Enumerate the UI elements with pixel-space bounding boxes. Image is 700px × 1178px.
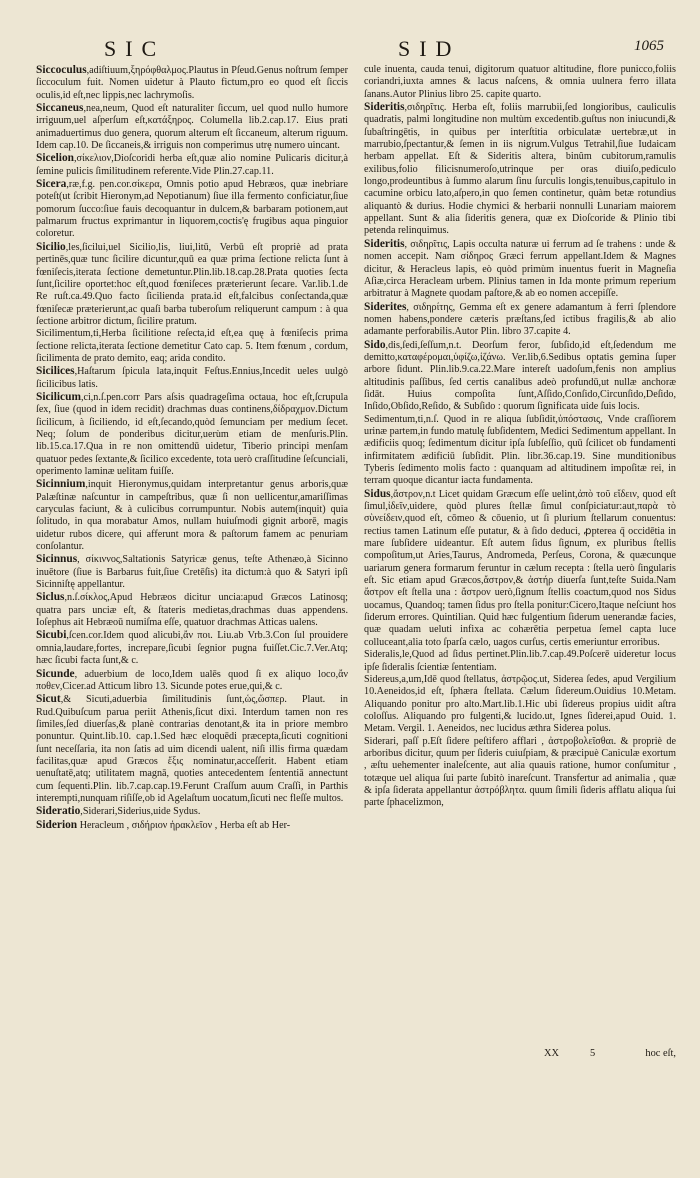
entry-text: Sedimentum,ti,n.ſ. Quod in re aliqua ſubſidit,ὑπόστασις, Vnde craſſiorem urinæ partem,in fundo matulę ſubſidentem, Medici Sedimentum appellant. In ædificiis quoq; ſedimentum dicitur ipſa ſubſeſſio, quū ſcilicet ob fundamenti infirmitatem ædificiū ſubſidit. Plin. libr.36.cap.19. Sine munditionibus Tyberis ſedimento molis facto : quanquam ad altitudinem impoſitæ rei, in terram quoque dicantur iacta fundamenta. bbox=[364, 413, 676, 487]
dictionary-entry bbox=[36, 478, 348, 553]
entry-text: ,ἄστρον,n.t Licet quidam Græcum eſſe uelint,ἀπὸ τοῦ εἴδειν, quod eſt ſimul,ἰδεῖν,uidere, quòd plures ſtellæ ſimul conſpiciatur:aut,παρὰ τὸ σὺνείδειν,quod eſt, cōmeo & cōuenio, ut ſi plurium ſtellarum conuentus: rectius tamen Latinum eſſe putatur, & à ſido deduci, ꝓpterea q̄ occidētia in mare ſubſidere uideantur. Eſt autem ſidus ſignum, ex pluribus ſtellis compoſitum,ut Aries,Taurus, Andromeda, Perſeus, Corona, & quæcunque uariarum genera formarum feruntur in cælum recepta : ſtella uerò ſingularis eſt. Sic etiam apud Græcos,ἄστρον,& ἀστήρ diuerſa ſunt,teſte Suida.Nam ἄστρον eſt ſtella una : ἄστρον uerò,ſignum ſtellis coactum,quod nos Sidus uocamus, Quandoq; tamen ſidus pro ſtella ponitur:Cicero,Itaque neſciunt hos ſiderum errores. Quintilian. Quid hæc fulgentium ſiderum uenerandæ facies, quæ quadam ueluti infixa ac cohærētia perpetua ſemel capta luce colluceant,alia toto ſparſa cælo, uagos curſus, certis emeriuntur erroribus. bbox=[364, 488, 676, 648]
dictionary-entry bbox=[36, 553, 348, 591]
entry-text: ,ræ,f.g. pen.cor.σίκερα, Omnis potio apud Hebræos, quæ inebriare poteſt(ut ſcribit Hieronym,ad Nepotianum) ſiue illa fermento conficiatur,ſiue pomorum ſucco:ſiue fauis decoquantur in dulcem,& barbaram potionem,aut palmarum fructus exprimantur in liquorem,coctis'ę frugibus aqua pinguior coloretur. bbox=[36, 179, 348, 240]
running-head bbox=[0, 28, 700, 61]
entry-text: Sicilimentum,ti,Herba ſicilitione reſecta,id eſt,ea quę à fœniſecis prima ſectione relicta,iterata ſectione demetitur Cato cap. 5. Item fœnum , cordum, ſicilimenta de prato demito, eaq; arida condito. bbox=[36, 328, 348, 364]
entry-headword: Sicilices bbox=[36, 365, 75, 378]
entry-text: ,Siderari,Siderius,uide Sydus. bbox=[80, 806, 201, 818]
entry-text: , σιδηρίτης, Gemma eſt ex genere adamantum à ferri ſplendore nomen habens,pondere cæteris præſtans,ſed ictibus fragilis,& ab alio adamante perforabilis.Autor Plin. libro 37.capite 4. bbox=[364, 301, 676, 338]
entry-text: ,les,ſicilui,uel Sicilio,lis, liui,litū, Verbū eſt propriè ad prata pertinēs,quæ tunc ſicilire dicuntur,quū ea quæ prima ſectione relicta ſunt à fœniſecis,iterata ſectione demetuntur.Plin.lib.18.cap.28.Prata quoties ſecta ſunt,ſicilire oportet:hoc eſt,quod fœniſeces præterierunt ſecare. Var.lib.1.de Re ruſt.ca.49.Quo facto ſicilienda prata.id eſt,falcibus conſectanda,quæ fœniſecæ præterierunt,ac quaſi barba tuberoſum reliquerunt campum : à qua ſectione arbitror dictum, ſicilire pratum. bbox=[36, 241, 348, 327]
entry-headword: Sido bbox=[364, 338, 386, 351]
dictionary-entry bbox=[364, 64, 676, 101]
entry-text: ,σίκελιον,Dioſcoridi herba eſt,quæ alio nomine Pulicaris dicitur,à ſemine pulicis ſimilitudinem referente.Vide Plin.27.cap.11. bbox=[36, 153, 348, 177]
dictionary-entry bbox=[36, 178, 348, 241]
entry-headword: Sicinnium bbox=[36, 478, 86, 491]
dictionary-entry bbox=[364, 339, 676, 414]
signature-number: 5 bbox=[590, 1048, 596, 1059]
entry-headword: Sidus bbox=[364, 487, 391, 500]
dictionary-entry bbox=[364, 414, 676, 488]
entry-headword: Sicunde bbox=[36, 667, 75, 680]
right-column bbox=[364, 64, 676, 810]
entry-headword: Sicubi bbox=[36, 629, 67, 642]
dictionary-entry bbox=[36, 328, 348, 365]
entry-headword: Sicera bbox=[36, 178, 67, 191]
entry-text: ,inquit Hieronymus,quidam interpretantur genus arboris,quæ Palæſtinæ naſcuntur in campeſtribus, quæ ſi non uellicentur,amariſſimas caryculas faciunt, & à culicibus corrumpuntur. Nobis autem(inquit) quia ſolitudo, in qua morabatur Amos, nullam huiuſmodi gignit arborē, magis uidetur rubos dicere, qui afferunt mora & paſtorum famem ac penuriam conſolantur. bbox=[36, 479, 348, 553]
dictionary-entry bbox=[36, 668, 348, 694]
dictionary-entry bbox=[36, 241, 348, 328]
entry-headword: Sicut bbox=[36, 693, 61, 706]
signature-mark: XX bbox=[544, 1048, 560, 1059]
entry-text: Sideralis,le,Quod ad ſidus pertinet.Plin.lib.7.cap.49.Poſcerē uideretur locus ipſe ſideralis ſcientiæ ſententiam. bbox=[364, 649, 676, 673]
entry-headword: Sideratio bbox=[36, 805, 81, 818]
entry-headword: Sicilio bbox=[36, 240, 66, 253]
dictionary-entry bbox=[36, 365, 348, 391]
dictionary-entry bbox=[36, 152, 348, 178]
dictionary-entry bbox=[36, 591, 348, 629]
entry-text: cule inuenta, cauda tenui, digitorum quatuor altitudine, flore punicco,foliis coriandri,iuxta amnes & lacus naſcens, & omnia uulnera ferro illata ſanans.Autor Plinius libro 25. capite quarto. bbox=[364, 64, 676, 100]
entry-text: ,Haſtarum ſpicula lata,inquit Feſtus.Ennius,Incedit ueles uulgò ſicilicibus latis. bbox=[36, 366, 348, 390]
entry-text: Siderari, paſſ p.Eſt ſidere peſtifero afflari , ἀστροβολεῖσθαι. & propriè de arboribus dicitur, quum per ſideris cuiuſpiam, & præcipuè Caniculæ exortum , æſtu uehementer inaleſcente, aut alia quauis ratione, humor conſumitur , totæque uel aliqua ſui parte ſubitò inareſcunt. Transfertur ad animalia , quæ & ipſa ſiderata appellantur ἀστρόβλητα. quum ſimili ſideris afflatu aliqua ſui parte ſphacelizmon, bbox=[364, 735, 676, 809]
dictionary-entry bbox=[364, 736, 676, 810]
entry-headword: Sideritis bbox=[364, 237, 405, 250]
entry-headword: Sicelion bbox=[36, 152, 74, 165]
entry-headword: Sicinnus bbox=[36, 553, 78, 566]
entry-text: , σίκιννος,Saltationis Satyricæ genus, teſte Athenæo,à Sicinno inuētore (ſiue is Barbarus fuit,ſiue Cretēſis) ita dictum:à quo & Satyri ipſi Sicinniſtę appellantur. bbox=[36, 554, 348, 591]
dictionary-entry bbox=[364, 649, 676, 674]
entry-headword: Sicilicum bbox=[36, 390, 81, 403]
entry-headword: Siclus bbox=[36, 591, 65, 604]
entry-text: ,adiſtiuum,ξηρόφθαλμος.Plautus in Pſeud.Genus noſtrum ſemper ſiccoculum fuit. Nomen uidetur à Plauto fictum,pro eo quod eſt ſiccis oculis,id eſt,nec lippis,nec lachrymoſis. bbox=[36, 65, 348, 101]
right-running-head: SID bbox=[398, 36, 461, 61]
dictionary-entry bbox=[364, 488, 676, 649]
entry-headword: Sideritis bbox=[364, 101, 405, 114]
catchword: hoc eſt, bbox=[645, 1048, 676, 1059]
entry-headword: Siderion bbox=[36, 818, 78, 831]
dictionary-entry bbox=[364, 301, 676, 339]
dictionary-entry bbox=[364, 101, 676, 238]
entry-text: , σιδηρῖτις, Lapis occulta naturæ ui ferrum ad ſe trahens : unde & nomen accepit. Nam σίδηρος Græci ferrum appellant.Idem & Magnes dicitur, & Heracleus lapis, eò quòd primùm inuentus fuerit in Magneſia Aſiæ,circa Heracleam urbem. Plinius tamen in Ida monte primum reperium arbitratur à Magnete quodam paſtore,& ab eo nomen accepiſſe. bbox=[364, 238, 676, 300]
entry-headword: Siderites bbox=[364, 300, 407, 313]
entry-text: Sidereus,a,um,Idē quod ſtellatus, ἀστρῷος.ut, Siderea ſedes, apud Vergilium 10.Aeneidos,id eſt, ſphæra ſtellata. Cælum ſidereum.Ouidius 10.Metam. Aliquando ponitur pro alto.Mart.lib.1.Hic ubi ſidereus propius uidit aſtra coloſſus. Aliquando pro fulgenti,& lucido.ut, Ignes ſiderei,apud Ouid. 1. Metam. Vergil. 1. Aeneidos, nec lucidus æthra Siderea polus. bbox=[364, 673, 676, 735]
entry-text: Heracleum , σιδήριον ἡρακλεῖον , Herba eſt ab Her- bbox=[77, 819, 291, 831]
dictionary-entry bbox=[364, 674, 676, 736]
entry-text: ,nea,neum, Quod eſt naturaliter ſiccum, uel quod nullo humore irriguum,uel aſperſum eſt,κατάξηρος. Columella lib.2.cap.17. Eius prati animaduertimus duo genera, quorum alterum eſt ſiccaneum, alterum riguum. Idem cap.10. De ſiccaneis,& irriguis non comperimus utrę numero uincant. bbox=[36, 103, 348, 152]
entry-text: ,dis,ſedi,ſeſſum,n.t. Deorſum feror, ſubſido,id eſt,ſedendum me demitto,καταφέρομαι,ὑφίζω,ἱζάνω. Ver.lib,6.Sedibus optatis gemina ſuper arbore ſidunt. Plin.lib.9.ca.22.Mare intereſt uadoſum,fenis non amplius altitudinis paſſibus, ſed certis canalibus adeò profundū,ut nullæ anchoræ ſidāt. Huius compoſita ſunt,Aſſido,Conſido,Circunſido,Deſido, Inſido,Obſido,Reſido, & Subſido : quorum ſignificata uide ſuis locis. bbox=[364, 339, 676, 413]
dictionary-entry bbox=[364, 238, 676, 301]
entry-headword: Siccoculus bbox=[36, 64, 87, 76]
entry-text: ,ci,n.ſ.pen.corr Pars aſsis quadrageſima octaua, hoc eſt,ſcrupula ſex, ſiue (quod in idem recidit) drachmas duas continens,δίδραχμον.Dictum ſicilicum, à ſiciliendo, id eſt,ſecando,quòd ſemunciam per medium ſecet. Neq; ſolum de ponderibus dicitur,uerùm etiam de menſuris.Plin. lib.15.ca.17.Qua in re non omittendū uidetur, Tiberio principi menſam quatuor pedes ſextante,& ſicilico excedente, tota uerò craſſitudine ſeſcunciali, operimento laminæ uelitam fuiſſe. bbox=[36, 391, 348, 477]
dictionary-entry bbox=[36, 391, 348, 478]
entry-text: ,σιδηρῖτις. Herba eſt, foliis marrubii,ſed longioribus, cauliculis quadratis, palmi longitudine non multùm excedentib.guſtus non iniucundi,& ſubaſtringētis, in quibus per interſtitia orbiculatæ uertebræ,ut in marrubio,ſpectantur,& ſemen in iis nigrum.Vulgus Tetrahil,ſiue Iudaicam herbam appellat. Eſt & Sideritis altera, binûm cubitorum,ramulis exilibus,folio filicisnumeroſo,utrinque per oras diuiſo,pediculo longo,prodeuntibus à ſummo alarum ſinu ſurculis longis,tenuibus,capitulo in cacumine orbicu lato,aſpero,in quo ſemen continetur, quàm betæ rotundius aliquantò & durius. Hodie chymici & herbarii nonnulli Lunariam maiorem appellant. Sunt & alia ſideritis genera, quæ ex Dioſcoride & Plinio tibi petenda relinquimus. bbox=[364, 102, 676, 237]
entry-text: ,n.ſ.σίκλος,Apud Hebræos dicitur uncia:apud Græcos Latinosq; quatra pars unciæ eſt, & ſtateris medietas,drachmas duas appendens. Ioſephus ait Hebræoū numiſma eſſe, quatuor drachmas Atticas ualens. bbox=[36, 592, 348, 629]
left-column bbox=[36, 64, 348, 832]
entry-text: ,& Sicuti,aduerbia ſimilitudinis ſunt,ὡς,ὥσπερ. Plaut. in Rud.Quibuſcum parua periit Athenis,ſicut dixi. Interdum tamen non res ſimiles,ſed diuerſas,& planè contrarias denotant,& ita in priore membro ponuntur. Quint.lib.10. cap.1.Sed hæc eloquēdi præcepta,ſicuti cognitioni ſunt neceſſaria, ita non ſatis ad uim dicendi ualent, niſi illis firma quædam facilitas,quæ apud Græcos ἕξις nominatur,acceſſerit. Habent etiam uenuſtatē,atq; utilitatem magnā, quoties antecedentem ſententiā annectunt cum ſequenti.Plin. lib.7.cap.cap.19.Ferunt Craſſum auum Craſſi, in Parthis interempti,nunquam riſiſſe,ob id Agelaſtum uocatum,ſicuti nec fleſſe multos. bbox=[36, 694, 348, 804]
entry-text: ,ſcen.cor.Idem quod alicubi,ἄν ποι. Liu.ab Vrb.3.Con ſul prouidere omnia,laudare,fortes, increpare,ſicubi ſegnior pugna fuiſſet.Cic.7.Ver.Atq; hæc ſicubi facta ſunt,& c. bbox=[36, 630, 348, 667]
dictionary-entry bbox=[36, 819, 348, 832]
dictionary-entry bbox=[36, 805, 348, 818]
page-footer bbox=[364, 1048, 676, 1062]
dictionary-entry bbox=[36, 102, 348, 152]
dictionary-entry bbox=[36, 629, 348, 667]
page-number: 1065 bbox=[634, 38, 664, 54]
entry-headword: Siccaneus bbox=[36, 102, 84, 115]
dictionary-entry bbox=[36, 64, 348, 102]
entry-text: , aduerbium de loco,Idem ualēs quod ſi ex aliquo loco,ἄν ποθεν,Cicer.ad Atticum libro 13. Sicunde potes erue,qui,& c. bbox=[36, 668, 348, 692]
left-running-head: SIC bbox=[104, 36, 166, 61]
dictionary-entry bbox=[36, 693, 348, 805]
